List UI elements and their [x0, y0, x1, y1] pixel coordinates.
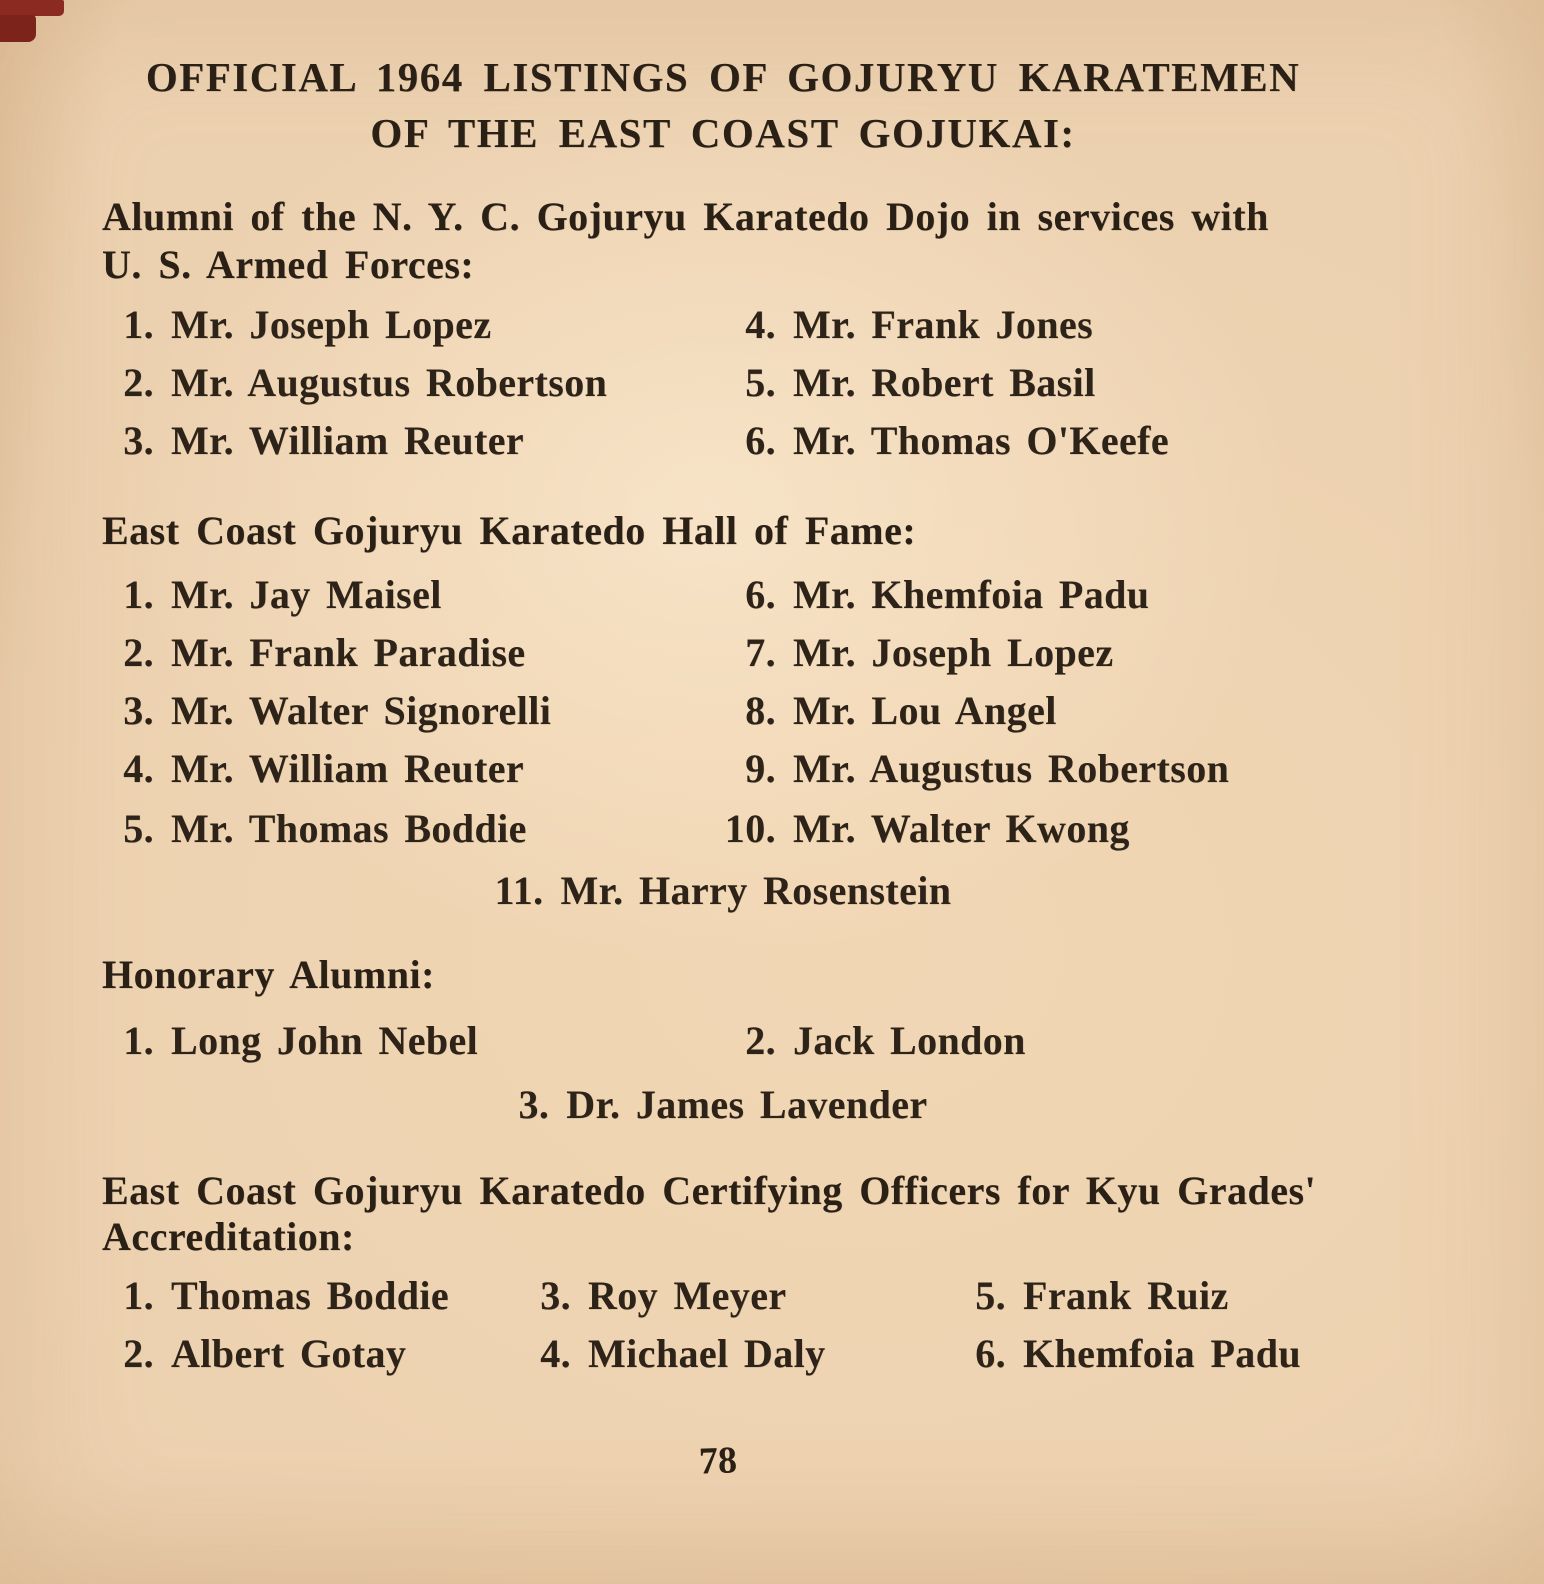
item-name: Mr. Frank Paradise: [171, 630, 526, 675]
heading-certifying-officers-line-1: East Coast Gojuryu Karatedo Certifying Officers for Kyu Grades': [102, 1168, 1317, 1213]
item-number: 9.: [745, 746, 776, 791]
heading-honorary-alumni: Honorary Alumni:: [102, 952, 435, 997]
list-item: [720, 302, 1093, 348]
list-item: [98, 360, 607, 406]
heading-armed-forces-line-2: U. S. Armed Forces:: [102, 242, 475, 287]
item-name: Mr. Joseph Lopez: [171, 302, 492, 347]
item-number: 3.: [123, 688, 154, 733]
list-item: [950, 1331, 1301, 1377]
list-item: [720, 1018, 1026, 1064]
list-item: [98, 630, 526, 676]
item-number: 10.: [724, 806, 776, 851]
item-number: 3.: [123, 418, 154, 463]
list-item: [515, 1331, 826, 1377]
item-number: 2.: [123, 1331, 154, 1376]
list-item: [98, 418, 524, 464]
item-name: Mr. Robert Basil: [793, 360, 1096, 405]
item-name: Frank Ruiz: [1023, 1273, 1229, 1318]
heading-hall-of-fame: East Coast Gojuryu Karatedo Hall of Fame:: [102, 508, 917, 553]
item-number: 6.: [745, 418, 776, 463]
list-item: [720, 630, 1113, 676]
list-item: [950, 1273, 1229, 1319]
item-name: Mr. Joseph Lopez: [793, 630, 1114, 675]
item-number: 3.: [540, 1273, 571, 1318]
item-number: 4.: [123, 746, 154, 791]
page-title-line-1: OFFICIAL 1964 LISTINGS OF GOJURYU KARATEMEN: [145, 54, 1301, 100]
list-item: [720, 572, 1149, 618]
item-name: Michael Daly: [588, 1331, 826, 1376]
list-item: [720, 418, 1169, 464]
list-item: [98, 302, 491, 348]
item-name: Mr. Augustus Robertson: [793, 746, 1230, 791]
item-name: Khemfoia Padu: [1023, 1331, 1301, 1376]
item-name: Mr. William Reuter: [171, 746, 525, 791]
item-name: Dr. James Lavender: [566, 1082, 928, 1127]
item-name: Mr. Walter Signorelli: [171, 688, 552, 733]
page-title-line-2: OF THE EAST COAST GOJUKAI:: [370, 110, 1076, 156]
item-name: Albert Gotay: [171, 1331, 407, 1376]
list-item: [98, 572, 442, 618]
item-name: Mr. Thomas Boddie: [171, 806, 527, 851]
item-number: 5.: [745, 360, 776, 405]
item-number: 3.: [518, 1082, 550, 1127]
item-name: Mr. Khemfoia Padu: [793, 572, 1150, 617]
list-item: [100, 868, 1346, 914]
item-name: Mr. Lou Angel: [793, 688, 1057, 733]
item-number: 2.: [123, 360, 154, 405]
item-name: Mr. Harry Rosenstein: [560, 868, 952, 913]
item-name: Mr. Walter Kwong: [793, 806, 1130, 851]
list-item: [720, 806, 1130, 852]
heading-certifying-officers-line-2: Accreditation:: [102, 1214, 355, 1259]
item-number: 1.: [123, 1273, 154, 1318]
list-item: [98, 806, 527, 852]
item-number: 1.: [123, 1018, 154, 1063]
list-item: [98, 1018, 478, 1064]
page-content: [100, 0, 1346, 1584]
item-number: 7.: [745, 630, 776, 675]
heading-armed-forces-line-1: Alumni of the N. Y. C. Gojuryu Karatedo Dojo in services with: [102, 194, 1269, 239]
list-item: [720, 746, 1229, 792]
item-number: 5.: [123, 806, 154, 851]
item-number: 6.: [745, 572, 776, 617]
item-name: Jack London: [793, 1018, 1026, 1063]
item-number: 1.: [123, 302, 154, 347]
item-number: 8.: [745, 688, 776, 733]
list-item: [100, 1082, 1346, 1128]
item-number: 5.: [975, 1273, 1006, 1318]
scan-artifact-mark-1: [0, 0, 64, 16]
list-item: [515, 1273, 787, 1319]
item-number: 11.: [494, 868, 544, 913]
item-number: 4.: [745, 302, 776, 347]
item-name: Thomas Boddie: [171, 1273, 450, 1318]
list-item: [98, 746, 524, 792]
item-name: Mr. Jay Maisel: [171, 572, 442, 617]
item-number: 1.: [123, 572, 154, 617]
item-name: Mr. Augustus Robertson: [171, 360, 608, 405]
list-item: [720, 360, 1096, 406]
item-number: 2.: [123, 630, 154, 675]
item-number: 4.: [540, 1331, 571, 1376]
list-item: [98, 1273, 449, 1319]
item-number: 6.: [975, 1331, 1006, 1376]
item-name: Mr. Frank Jones: [793, 302, 1094, 347]
item-name: Mr. William Reuter: [171, 418, 525, 463]
item-number: 2.: [745, 1018, 776, 1063]
page-number: 78: [698, 1439, 738, 1483]
item-name: Roy Meyer: [588, 1273, 787, 1318]
list-item: [98, 1331, 406, 1377]
scan-artifact-mark-2: [0, 15, 36, 42]
item-name: Mr. Thomas O'Keefe: [793, 418, 1170, 463]
item-name: Long John Nebel: [171, 1018, 479, 1063]
list-item: [98, 688, 551, 734]
list-item: [720, 688, 1057, 734]
